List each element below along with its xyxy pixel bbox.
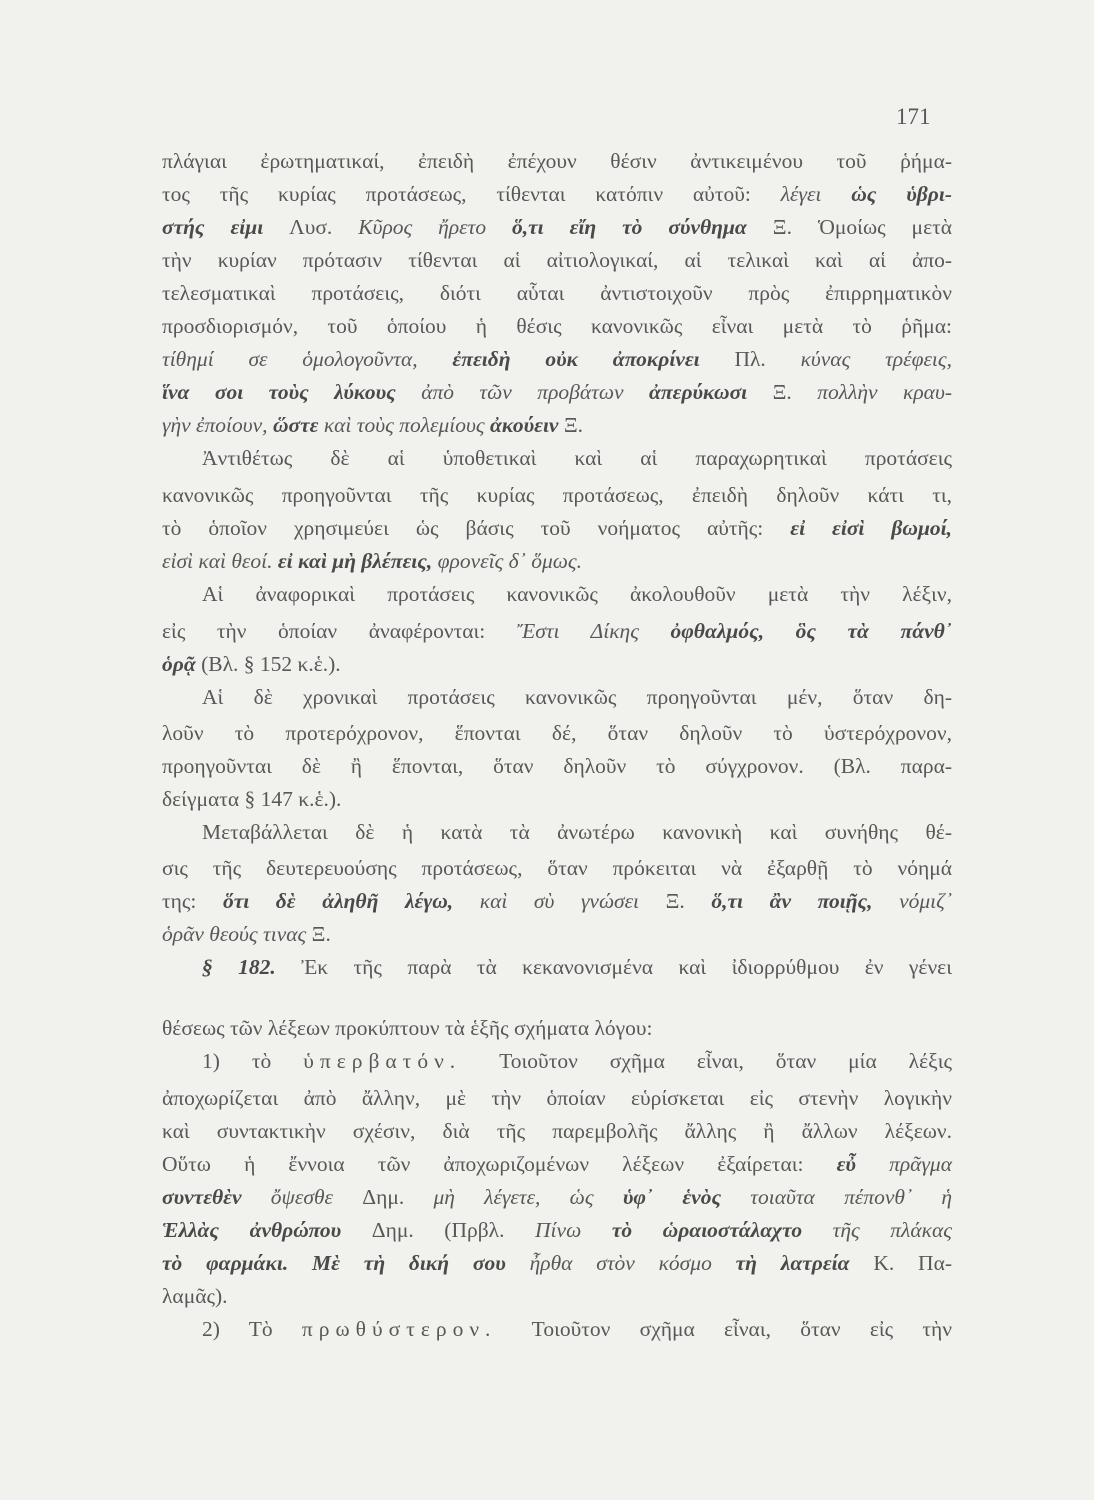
italic-example-text: γὴν ἐποίουν, (162, 413, 273, 437)
italic-example-text: ὁρᾶν θεούς τινας (162, 922, 312, 946)
text-line (162, 1249, 952, 1277)
bold-example-text: ὅτι δὲ ἀληθῆ λέγω, (222, 889, 480, 913)
bold-example-text: Ἑλλὰς ἀνθρώπου (162, 1218, 372, 1242)
italic-example-text: Ἔστι Δίκης (516, 619, 671, 643)
text-line (162, 920, 952, 948)
text-run: τὸ ὁποῖον χρησιμεύει ὡς βάσις τοῦ νοήματος αὐτῆς: (162, 516, 791, 540)
italic-example-text: καὶ σὺ γνώσει (479, 889, 666, 913)
text-run: εἰς τὴν ὁποίαν ἀναφέρονται: (162, 619, 517, 643)
text-line (162, 180, 952, 208)
bold-example-text: ἀκούειν (489, 413, 564, 437)
bold-example-text: τὴ λατρεία (735, 1251, 874, 1275)
text-run: Ξ. (665, 889, 712, 913)
text-run: της: (162, 889, 223, 913)
text-run: Αἱ δὲ χρονικαὶ προτάσεις κανονικῶς προηγοῦνται μέν, ὅταν δη- (202, 685, 952, 709)
bold-example-text: ἀπερύκωσι (649, 380, 773, 404)
text-run: Ἐκ τῆς παρὰ τὰ κεκανονισμένα καὶ ἰδιορρύθμου ἐν γένει (301, 955, 952, 979)
text-line (162, 953, 952, 981)
text-run: τελεσματικαὶ προτάσεις, διότι αὗται ἀντιστοιχοῦν πρὸς ἐπιρρηματικὸν (162, 281, 952, 305)
text-line (162, 246, 952, 274)
text-run: 2) Τὸ (202, 1317, 302, 1341)
text-run: σις τῆς δευτερευούσης προτάσεως, ὅταν πρόκειται νὰ ἐξαρθῇ τὸ νόημά (162, 856, 952, 880)
italic-example-text: ἦρθα στὸν κόσμο (529, 1251, 736, 1275)
bold-example-text: ὡς ὑβρι- (851, 182, 952, 206)
text-line (162, 547, 952, 575)
text-line (162, 147, 952, 175)
text-run: Δημ. (Πρβλ. (371, 1218, 536, 1242)
bold-example-text: συντεθὲν (162, 1185, 271, 1209)
text-run: λοῦν τὸ προτερόχρονον, ἕπονται δέ, ὅταν δηλοῦν τὸ ὑστερόχρονον, (162, 721, 952, 745)
text-line (162, 481, 952, 509)
italic-example-text: φρονεῖς δ᾽ ὅμως. (437, 549, 583, 573)
bold-example-text: ὅ,τι ἂν ποιῇς, (711, 889, 900, 913)
spaced-term-text: πρωθύστερον. (301, 1317, 532, 1341)
text-run: Τοιοῦτον σχῆμα εἶναι, ὅταν μία λέξις (499, 1049, 952, 1073)
text-run: δείγματα § 147 κ.ἑ.). (162, 787, 342, 811)
bold-example-text: εἰ καὶ μὴ βλέπεις, (277, 549, 438, 573)
bold-example-text: στής εἰμι (162, 215, 290, 239)
italic-example-text: πρᾶγμα (889, 1152, 952, 1176)
text-line (162, 1084, 952, 1112)
text-line (162, 650, 952, 678)
text-run: τος τῆς κυρίας προτάσεως, τίθενται κατόπιν αὐτοῦ: (162, 182, 781, 206)
text-run: προηγοῦνται δὲ ἢ ἕπονται, ὅταν δηλοῦν τὸ σύγχρονον. (Βλ. παρα- (162, 754, 952, 778)
text-run: Μεταβάλλεται δὲ ἡ κατὰ τὰ ἀνωτέρω κανονικὴ καὶ συνήθης θέ- (202, 820, 952, 844)
text-run: ἀποχωρίζεται ἀπὸ ἄλλην, μὲ τὴν ὁποίαν εὑρίσκεται εἰς στενὴν λογικὴν (162, 1086, 952, 1110)
bold-example-text: ὁρᾷ (162, 652, 202, 676)
bold-example-text: ἐπειδὴ οὐκ ἀποκρίνει (452, 347, 735, 371)
text-line (162, 683, 952, 711)
bold-example-text: τὸ φαρμάκι. Μὲ τὴ δική σου (162, 1251, 530, 1275)
text-line (162, 1047, 952, 1075)
bold-example-text: ὅ,τι εἴη τὸ σύνθημα (512, 215, 773, 239)
text-run: καὶ συντακτικὴν σχέσιν, διὰ τῆς παρεμβολῆς ἄλλης ἢ ἄλλων λέξεων. (162, 1119, 952, 1143)
bold-example-text: ὀφθαλμός, ὃς τὰ πάνθ᾽ (670, 619, 952, 643)
text-line (162, 785, 952, 813)
text-line (162, 617, 952, 645)
bold-example-text: § 182. (202, 955, 302, 979)
text-run: Ξ. (311, 922, 331, 946)
italic-example-text: ὄψεσθε (270, 1185, 363, 1209)
bold-example-text: ὑφ᾽ ἑνὸς (622, 1185, 751, 1209)
italic-example-text: τῆς πλάκας (832, 1218, 952, 1242)
text-line (162, 1150, 952, 1178)
text-run: Αἱ ἀναφορικαὶ προτάσεις κανονικῶς ἀκολουθοῦν μετὰ τὴν λέξιν, (202, 582, 952, 606)
text-line (162, 378, 952, 406)
text-run: Οὕτω ἡ ἔννοια τῶν ἀποχωριζομένων λέξεων ἐξαίρεται: (162, 1152, 837, 1176)
text-line (162, 213, 952, 241)
text-run: προσδιορισμόν, τοῦ ὁποίου ἡ θέσις κανονικῶς εἶναι μετὰ τὸ ῥῆμα: (162, 314, 952, 338)
italic-example-text: Πίνω (535, 1218, 612, 1242)
text-line (162, 312, 952, 340)
italic-example-text: εἰσὶ καὶ θεοί. (162, 549, 278, 573)
spaced-term-text: ὑπερβατόν. (303, 1049, 500, 1073)
text-run: Ξ. (772, 380, 818, 404)
italic-example-text: λέγει (780, 182, 852, 206)
page-number: 171 (896, 104, 931, 129)
text-run: Λυσ. (289, 215, 359, 239)
text-line (162, 854, 952, 882)
text-line (162, 345, 952, 373)
text-line (162, 1282, 952, 1310)
italic-example-text: πολλὴν κραυ- (817, 380, 952, 404)
text-run: Ἀντιθέτως δὲ αἱ ὑποθετικαὶ καὶ αἱ παραχωρητικαὶ προτάσεις (202, 446, 952, 470)
text-run: Δημ. (362, 1185, 434, 1209)
italic-example-text: νόμιζ᾽ (899, 889, 953, 913)
text-line (162, 818, 952, 846)
text-line (162, 1014, 952, 1042)
text-run: τὴν κυρίαν πρότασιν τίθενται αἱ αἰτιολογικαί, αἱ τελικαὶ καὶ αἱ ἀπο- (162, 248, 952, 272)
bold-example-text: ἵνα σοι τοὺς λύκους (162, 380, 422, 404)
text-run: Ξ. Ὁμοίως μετὰ (772, 215, 953, 239)
bold-example-text: τὸ ὡραιοστάλαχτο (611, 1218, 833, 1242)
bold-example-text: εἰ εἰσὶ βωμοί, (790, 516, 952, 540)
text-line (162, 1117, 952, 1145)
text-line (162, 444, 952, 472)
text-run: Πλ. (734, 347, 801, 371)
text-line (162, 514, 952, 542)
text-line (162, 1183, 952, 1211)
text-line (162, 411, 952, 439)
text-line (162, 279, 952, 307)
text-run: Τοιοῦτον σχῆμα εἶναι, ὅταν εἰς τὴν (531, 1317, 953, 1341)
italic-example-text: ἀπὸ τῶν προβάτων (421, 380, 649, 404)
text-run: πλάγιαι ἐρωτηματικαί, ἐπειδὴ ἐπέχουν θέσιν ἀντικειμένου τοῦ ῥήμα- (162, 149, 952, 173)
text-run: Κ. Πα- (873, 1251, 952, 1275)
italic-example-text: μὴ λέγετε, ὡς (433, 1185, 623, 1209)
text-line (162, 752, 952, 780)
text-run: κανονικῶς προηγοῦνται τῆς κυρίας προτάσεως, ἐπειδὴ δηλοῦν κάτι τι, (162, 483, 952, 507)
text-run: 1) τὸ (202, 1049, 304, 1073)
text-line (162, 1315, 952, 1343)
italic-example-text: Κῦρος ἤρετο (358, 215, 513, 239)
text-line (162, 1216, 952, 1244)
italic-example-text: κύνας τρέφεις, (800, 347, 953, 371)
text-run: θέσεως τῶν λέξεων προκύπτουν τὰ ἑξῆς σχήματα λόγου: (162, 1016, 653, 1040)
text-line (162, 719, 952, 747)
italic-example-text: καὶ τοὺς πολεμίους (323, 413, 490, 437)
italic-example-text: τίθημί σε ὁμολογοῦντα, (162, 347, 453, 371)
bold-example-text: εὖ (836, 1152, 890, 1176)
text-run: Ξ. (563, 413, 584, 437)
text-line (162, 580, 952, 608)
italic-example-text: τοιαῦτα πέπονθ᾽ ἡ (750, 1185, 953, 1209)
text-run: (Βλ. § 152 κ.ἑ.). (201, 652, 341, 676)
text-line (162, 887, 952, 915)
text-run: λαμᾶς). (162, 1284, 228, 1308)
bold-example-text: ὥστε (272, 413, 324, 437)
